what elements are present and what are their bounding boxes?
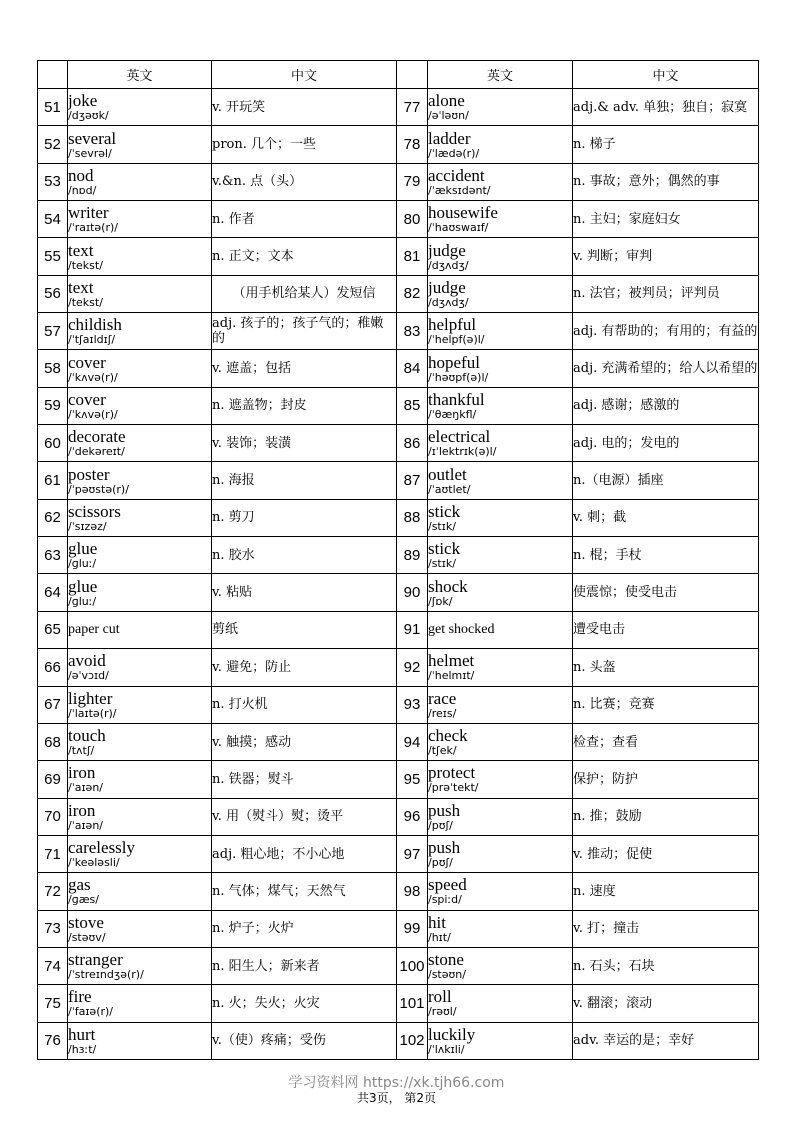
entry-word: helmet xyxy=(428,651,475,671)
entry-number: 53 xyxy=(38,163,68,200)
table-row xyxy=(38,798,759,835)
entry-word-cell xyxy=(428,387,573,424)
table-row xyxy=(38,1022,759,1059)
entry-meaning: adj. 充满希望的；给人以希望的 xyxy=(573,350,759,387)
entry-meaning: n. 速度 xyxy=(573,873,759,910)
entry-word: lighter xyxy=(68,688,113,708)
entry-word: stone xyxy=(428,950,464,970)
entry-word-cell xyxy=(68,611,212,648)
entry-word-cell xyxy=(428,947,573,984)
entry-meaning: n. 胶水 xyxy=(212,537,397,574)
entry-phonetic: /tekst/ xyxy=(68,258,103,272)
entry-word: scissors xyxy=(68,501,121,521)
entry-word: glue xyxy=(68,539,98,559)
entry-number: 55 xyxy=(38,238,68,275)
entry-number: 94 xyxy=(397,723,428,760)
entry-phonetic: /nɒd/ xyxy=(68,183,97,197)
table-row xyxy=(38,89,759,126)
entry-meaning: v. 触摸；感动 xyxy=(212,723,397,760)
entry-word: poster xyxy=(68,464,110,484)
entry-word-cell xyxy=(68,910,212,947)
entry-word: alone xyxy=(428,91,465,111)
entry-word: childish xyxy=(68,315,122,335)
entry-meaning: adj. 有帮助的；有用的；有益的 xyxy=(573,313,759,350)
entry-word: judge xyxy=(428,277,466,297)
table-row xyxy=(38,275,759,312)
entry-number: 71 xyxy=(38,835,68,872)
entry-phonetic: /ˈstreɪndʒə(r)/ xyxy=(68,968,144,982)
entry-meaning: n. 火；失火；火灾 xyxy=(212,985,397,1022)
entry-word: cover xyxy=(68,352,106,372)
entry-phonetic: /prəˈtekt/ xyxy=(428,781,479,795)
entry-word: speed xyxy=(428,875,467,895)
entry-number: 79 xyxy=(397,163,428,200)
entry-phonetic: /ˈaɪən/ xyxy=(68,818,104,832)
entry-number: 57 xyxy=(38,313,68,350)
entry-word-cell xyxy=(68,649,212,686)
entry-word: paper cut xyxy=(68,622,120,638)
entry-number: 87 xyxy=(397,462,428,499)
entry-word: race xyxy=(428,688,457,708)
entry-word: text xyxy=(68,240,94,260)
entry-word-cell xyxy=(428,537,573,574)
entry-word: thankful xyxy=(428,389,485,409)
header-chinese: 中文 xyxy=(573,61,759,89)
entry-number: 70 xyxy=(38,798,68,835)
table-row xyxy=(38,350,759,387)
entry-meaning: n. 主妇；家庭妇女 xyxy=(573,201,759,238)
entry-phonetic: /spiːd/ xyxy=(428,893,462,907)
entry-meaning: n. 作者 xyxy=(212,201,397,238)
entry-phonetic: /ˈsɪzəz/ xyxy=(68,519,107,533)
entry-word: carelessly xyxy=(68,838,136,858)
entry-phonetic: /ɡluː/ xyxy=(68,557,97,571)
entry-phonetic: /ˈθæŋkfl/ xyxy=(428,407,477,421)
entry-number: 84 xyxy=(397,350,428,387)
entry-phonetic: /dʒʌdʒ/ xyxy=(428,295,469,309)
entry-word-cell xyxy=(68,537,212,574)
entry-phonetic: /ˈkʌvə(r)/ xyxy=(68,407,118,421)
table-row xyxy=(38,649,759,686)
entry-word: ladder xyxy=(428,128,471,148)
entry-phonetic: /pʊʃ/ xyxy=(428,856,453,870)
entry-number: 69 xyxy=(38,761,68,798)
entry-phonetic: /ɪˈlektrɪk(ə)l/ xyxy=(428,445,497,459)
entry-number: 60 xyxy=(38,425,68,462)
table-row xyxy=(38,723,759,760)
entry-number: 100 xyxy=(397,947,428,984)
entry-meaning: v. 刺；截 xyxy=(573,499,759,536)
header-english: 英文 xyxy=(68,61,212,89)
entry-phonetic: /ˈkeələsli/ xyxy=(68,856,120,870)
entry-phonetic: /ˈfaɪə(r)/ xyxy=(68,1005,114,1019)
entry-number: 61 xyxy=(38,462,68,499)
entry-word-cell xyxy=(428,126,573,163)
entry-phonetic: /stəʊv/ xyxy=(68,930,106,944)
entry-phonetic: /ɡluː/ xyxy=(68,594,97,608)
entry-meaning: v. 粘贴 xyxy=(212,574,397,611)
entry-number: 82 xyxy=(397,275,428,312)
table-row xyxy=(38,313,759,350)
entry-meaning: n. 事故；意外；偶然的事 xyxy=(573,163,759,200)
entry-number: 54 xyxy=(38,201,68,238)
entry-phonetic: /stɪk/ xyxy=(428,557,456,571)
entry-phonetic: /ˈhəʊpf(ə)l/ xyxy=(428,370,489,384)
table-row xyxy=(38,163,759,200)
entry-word-cell xyxy=(428,798,573,835)
entry-meaning: n. 气体；煤气；天然气 xyxy=(212,873,397,910)
entry-word-cell xyxy=(428,462,573,499)
entry-meaning: n. 铁器；熨斗 xyxy=(212,761,397,798)
entry-number: 93 xyxy=(397,686,428,723)
entry-number: 90 xyxy=(397,574,428,611)
entry-word-cell xyxy=(428,89,573,126)
entry-meaning: v. 遮盖；包括 xyxy=(212,350,397,387)
entry-word: helpful xyxy=(428,315,477,335)
entry-word-cell xyxy=(68,238,212,275)
header-chinese: 中文 xyxy=(212,61,397,89)
entry-phonetic: /tʌtʃ/ xyxy=(68,744,95,758)
entry-meaning: n. 梯子 xyxy=(573,126,759,163)
entry-word: electrical xyxy=(428,427,491,447)
entry-number: 88 xyxy=(397,499,428,536)
entry-phonetic: /ɡæs/ xyxy=(68,893,99,907)
entry-word: nod xyxy=(68,165,94,185)
entry-phonetic: /ˈhelmɪt/ xyxy=(428,669,475,683)
entry-meaning: n. 头盔 xyxy=(573,649,759,686)
entry-meaning: adj. 粗心地；不小心地 xyxy=(212,835,397,872)
entry-number: 91 xyxy=(397,611,428,648)
entry-meaning: n. 阳生人；新来者 xyxy=(212,947,397,984)
entry-phonetic: /hɜːt/ xyxy=(68,1042,97,1056)
entry-word-cell xyxy=(428,835,573,872)
entry-number: 72 xyxy=(38,873,68,910)
entry-number: 83 xyxy=(397,313,428,350)
table-row xyxy=(38,425,759,462)
entry-phonetic: /rəʊl/ xyxy=(428,1005,457,1019)
entry-phonetic: /ˈlædə(r)/ xyxy=(428,146,480,160)
entry-word-cell xyxy=(68,499,212,536)
entry-meaning: 剪纸 xyxy=(212,611,397,648)
entry-word-cell xyxy=(428,761,573,798)
table-row xyxy=(38,873,759,910)
entry-meaning: n. 炉子；火炉 xyxy=(212,910,397,947)
entry-number: 62 xyxy=(38,499,68,536)
entry-phonetic: /ˈdekəreɪt/ xyxy=(68,445,125,459)
entry-word-cell xyxy=(428,1022,573,1059)
entry-number: 51 xyxy=(38,89,68,126)
entry-word-cell xyxy=(428,611,573,648)
entry-meaning: v.（使）疼痛；受伤 xyxy=(212,1022,397,1059)
entry-word-cell xyxy=(428,238,573,275)
entry-phonetic: /ˈhaʊswaɪf/ xyxy=(428,221,489,235)
entry-word: gas xyxy=(68,875,91,895)
entry-meaning: v.&n. 点（头） xyxy=(212,163,397,200)
table-row xyxy=(38,574,759,611)
entry-word: roll xyxy=(428,987,452,1007)
entry-word: several xyxy=(68,128,117,148)
entry-word-cell xyxy=(68,275,212,312)
entry-phonetic: /dʒəʊk/ xyxy=(68,109,109,123)
header-blank xyxy=(38,61,68,89)
entry-number: 52 xyxy=(38,126,68,163)
entry-meaning: pron. 几个；一些 xyxy=(212,126,397,163)
footer-site: 学习资料网 https://xk.tjh66.com xyxy=(288,1075,505,1091)
entry-word: text xyxy=(68,277,94,297)
entry-word-cell xyxy=(68,761,212,798)
entry-phonetic: /stɪk/ xyxy=(428,519,456,533)
entry-meaning: v. 避免；防止 xyxy=(212,649,397,686)
entry-word-cell xyxy=(68,462,212,499)
table-row xyxy=(38,985,759,1022)
entry-meaning: n. 正文；文本 xyxy=(212,238,397,275)
entry-number: 67 xyxy=(38,686,68,723)
entry-number: 68 xyxy=(38,723,68,760)
entry-word-cell xyxy=(68,425,212,462)
entry-meaning: 使震惊；使受电击 xyxy=(573,574,759,611)
entry-meaning: adj. 感谢；感激的 xyxy=(573,387,759,424)
entry-word-cell xyxy=(68,387,212,424)
table-row xyxy=(38,537,759,574)
entry-word: hit xyxy=(428,912,446,932)
entry-word: push xyxy=(428,800,461,820)
table-row xyxy=(38,462,759,499)
entry-meaning: v. 用（熨斗）熨；烫平 xyxy=(212,798,397,835)
entry-word-cell xyxy=(428,163,573,200)
entry-word: iron xyxy=(68,763,96,783)
entry-phonetic: /ʃɒk/ xyxy=(428,594,453,608)
entry-number: 98 xyxy=(397,873,428,910)
entry-phonetic: /ˈæksɪdənt/ xyxy=(428,183,491,197)
entry-word: avoid xyxy=(68,651,106,671)
entry-word: cover xyxy=(68,389,106,409)
entry-meaning: n. 法官；被判员；评判员 xyxy=(573,275,759,312)
entry-number: 66 xyxy=(38,649,68,686)
entry-number: 65 xyxy=(38,611,68,648)
entry-word-cell xyxy=(428,425,573,462)
entry-meaning: adj. 电的；发电的 xyxy=(573,425,759,462)
table-row xyxy=(38,611,759,648)
entry-word-cell xyxy=(68,89,212,126)
entry-word-cell xyxy=(428,574,573,611)
entry-meaning: n. 海报 xyxy=(212,462,397,499)
entry-number: 58 xyxy=(38,350,68,387)
entry-word-cell xyxy=(428,873,573,910)
table-body xyxy=(38,89,759,1060)
entry-meaning: n. 遮盖物；封皮 xyxy=(212,387,397,424)
entry-word-cell xyxy=(428,499,573,536)
entry-phonetic: /ˈhelpf(ə)l/ xyxy=(428,333,485,347)
entry-meaning: 保护；防护 xyxy=(573,761,759,798)
entry-number: 97 xyxy=(397,835,428,872)
entry-word-cell xyxy=(428,686,573,723)
entry-word-cell xyxy=(428,350,573,387)
entry-phonetic: /dʒʌdʒ/ xyxy=(428,258,469,272)
entry-number: 64 xyxy=(38,574,68,611)
entry-number: 75 xyxy=(38,985,68,1022)
entry-word-cell xyxy=(428,723,573,760)
entry-meaning: 检查；查看 xyxy=(573,723,759,760)
entry-number: 96 xyxy=(397,798,428,835)
entry-word-cell xyxy=(68,1022,212,1059)
entry-word: get shocked xyxy=(428,622,495,638)
entry-word-cell xyxy=(428,649,573,686)
entry-phonetic: /ˈaʊtlet/ xyxy=(428,482,471,496)
entry-number: 101 xyxy=(397,985,428,1022)
entry-number: 102 xyxy=(397,1022,428,1059)
entry-word: housewife xyxy=(428,203,498,223)
entry-phonetic: /əˈləʊn/ xyxy=(428,109,469,123)
entry-word: stranger xyxy=(68,950,123,970)
entry-word-cell xyxy=(428,275,573,312)
entry-word: writer xyxy=(68,203,109,223)
table-row xyxy=(38,686,759,723)
entry-phonetic: /tekst/ xyxy=(68,295,103,309)
entry-word-cell xyxy=(68,947,212,984)
entry-word: shock xyxy=(428,576,468,596)
entry-word: push xyxy=(428,838,461,858)
entry-word: outlet xyxy=(428,464,467,484)
entry-phonetic: /ˈlaɪtə(r)/ xyxy=(68,706,117,720)
entry-number: 77 xyxy=(397,89,428,126)
entry-word-cell xyxy=(68,313,212,350)
entry-number: 63 xyxy=(38,537,68,574)
entry-phonetic: /ˈsevrəl/ xyxy=(68,146,112,160)
entry-meaning: v. 翻滚；滚动 xyxy=(573,985,759,1022)
entry-phonetic: /ˈpəʊstə(r)/ xyxy=(68,482,129,496)
entry-phonetic: /reɪs/ xyxy=(428,706,457,720)
entry-word: fire xyxy=(68,987,92,1007)
table-row xyxy=(38,126,759,163)
entry-phonetic: /tʃek/ xyxy=(428,744,457,758)
entry-number: 78 xyxy=(397,126,428,163)
entry-word: stick xyxy=(428,539,461,559)
entry-word: judge xyxy=(428,240,466,260)
entry-word: stick xyxy=(428,501,461,521)
entry-meaning: n. 石头；石块 xyxy=(573,947,759,984)
entry-word: stove xyxy=(68,912,104,932)
entry-word-cell xyxy=(68,574,212,611)
entry-phonetic: /əˈvɔɪd/ xyxy=(68,669,109,683)
entry-word-cell xyxy=(68,723,212,760)
entry-word: decorate xyxy=(68,427,126,447)
entry-word-cell xyxy=(428,910,573,947)
entry-number: 81 xyxy=(397,238,428,275)
entry-phonetic: /ˈtʃaɪldɪʃ/ xyxy=(68,333,116,347)
entry-phonetic: /ˈaɪən/ xyxy=(68,781,104,795)
entry-phonetic: /stəʊn/ xyxy=(428,968,466,982)
entry-meaning: n.（电源）插座 xyxy=(573,462,759,499)
entry-word: check xyxy=(428,726,468,746)
entry-word-cell xyxy=(68,798,212,835)
entry-word: touch xyxy=(68,726,106,746)
entry-word-cell xyxy=(428,201,573,238)
entry-number: 73 xyxy=(38,910,68,947)
entry-word-cell xyxy=(68,163,212,200)
entry-word-cell xyxy=(68,873,212,910)
entry-word-cell xyxy=(68,126,212,163)
entry-meaning: adj. 孩子的；孩子气的；稚嫩的 xyxy=(212,313,397,350)
entry-phonetic: /ˈkʌvə(r)/ xyxy=(68,370,118,384)
entry-number: 76 xyxy=(38,1022,68,1059)
entry-word-cell xyxy=(68,686,212,723)
header-english: 英文 xyxy=(428,61,573,89)
entry-number: 86 xyxy=(397,425,428,462)
entry-word: hurt xyxy=(68,1024,96,1044)
entry-meaning: v. 装饰；装潢 xyxy=(212,425,397,462)
table-row xyxy=(38,238,759,275)
table-row xyxy=(38,201,759,238)
entry-word: iron xyxy=(68,800,96,820)
entry-meaning: v. 推动；促使 xyxy=(573,835,759,872)
entry-number: 95 xyxy=(397,761,428,798)
entry-number: 56 xyxy=(38,275,68,312)
entry-number: 80 xyxy=(397,201,428,238)
entry-meaning: （用手机给某人）发短信 xyxy=(212,275,397,312)
entry-phonetic: /ˈraɪtə(r)/ xyxy=(68,221,118,235)
entry-number: 74 xyxy=(38,947,68,984)
table-row xyxy=(38,835,759,872)
table-row xyxy=(38,761,759,798)
vocabulary-table xyxy=(37,60,759,1060)
entry-phonetic: /ˈlʌkɪli/ xyxy=(428,1042,465,1056)
entry-meaning: n. 棍；手杖 xyxy=(573,537,759,574)
entry-word: accident xyxy=(428,165,485,185)
entry-phonetic: /pʊʃ/ xyxy=(428,818,453,832)
entry-word-cell xyxy=(68,201,212,238)
entry-meaning: adj.& adv. 单独；独自；寂寞 xyxy=(573,89,759,126)
entry-word: luckily xyxy=(428,1024,476,1044)
entry-word: protect xyxy=(428,763,476,783)
entry-meaning: n. 比赛；竞赛 xyxy=(573,686,759,723)
entry-word: glue xyxy=(68,576,98,596)
entry-word: hopeful xyxy=(428,352,480,372)
entry-word-cell xyxy=(428,313,573,350)
entry-number: 85 xyxy=(397,387,428,424)
entry-meaning: v. 判断；审判 xyxy=(573,238,759,275)
footer-page-number: 共3页， 第2页 xyxy=(356,1091,437,1105)
entry-meaning: n. 打火机 xyxy=(212,686,397,723)
table-header-row xyxy=(38,61,759,89)
entry-meaning: v. 打；撞击 xyxy=(573,910,759,947)
entry-phonetic: /hɪt/ xyxy=(428,930,451,944)
entry-number: 89 xyxy=(397,537,428,574)
entry-word-cell xyxy=(68,350,212,387)
entry-word-cell xyxy=(68,985,212,1022)
table-row xyxy=(38,947,759,984)
table-row xyxy=(38,387,759,424)
entry-meaning: n. 剪刀 xyxy=(212,499,397,536)
entry-meaning: adv. 幸运的是；幸好 xyxy=(573,1022,759,1059)
entry-number: 99 xyxy=(397,910,428,947)
entry-number: 92 xyxy=(397,649,428,686)
header-blank xyxy=(397,61,428,89)
entry-number: 59 xyxy=(38,387,68,424)
table-row xyxy=(38,910,759,947)
table-row xyxy=(38,499,759,536)
entry-meaning: v. 开玩笑 xyxy=(212,89,397,126)
entry-meaning: n. 推；鼓励 xyxy=(573,798,759,835)
entry-word-cell xyxy=(68,835,212,872)
entry-meaning: 遭受电击 xyxy=(573,611,759,648)
entry-word-cell xyxy=(428,985,573,1022)
entry-word: joke xyxy=(68,91,98,111)
